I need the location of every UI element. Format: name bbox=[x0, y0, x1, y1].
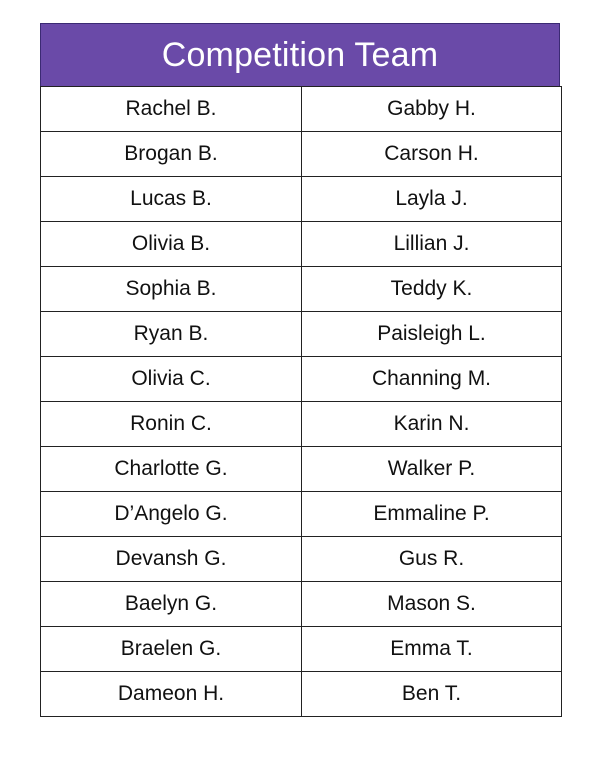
roster-name-right: Karin N. bbox=[302, 402, 562, 447]
table-row bbox=[41, 177, 562, 222]
table-row bbox=[41, 627, 562, 672]
table-row bbox=[41, 357, 562, 402]
roster-name-left: Olivia B. bbox=[41, 222, 302, 267]
page-title: Competition Team bbox=[161, 35, 439, 74]
roster-table-body bbox=[41, 87, 562, 717]
roster-table bbox=[40, 86, 562, 717]
roster-name-left: Lucas B. bbox=[41, 177, 302, 222]
roster-name-left: D’Angelo G. bbox=[41, 492, 302, 537]
roster-name-right: Paisleigh L. bbox=[302, 312, 562, 357]
table-row bbox=[41, 492, 562, 537]
roster-name-left: Sophia B. bbox=[41, 267, 302, 312]
roster-name-right: Mason S. bbox=[302, 582, 562, 627]
roster-name-left: Ryan B. bbox=[41, 312, 302, 357]
table-row bbox=[41, 267, 562, 312]
roster-name-left: Braelen G. bbox=[41, 627, 302, 672]
roster-name-right: Emmaline P. bbox=[302, 492, 562, 537]
table-row bbox=[41, 87, 562, 132]
roster-sheet bbox=[40, 23, 560, 717]
roster-name-left: Devansh G. bbox=[41, 537, 302, 582]
roster-name-right: Gus R. bbox=[302, 537, 562, 582]
table-row bbox=[41, 222, 562, 267]
roster-name-right: Walker P. bbox=[302, 447, 562, 492]
roster-name-left: Charlotte G. bbox=[41, 447, 302, 492]
roster-name-right: Layla J. bbox=[302, 177, 562, 222]
table-row bbox=[41, 447, 562, 492]
table-row bbox=[41, 312, 562, 357]
roster-name-left: Brogan B. bbox=[41, 132, 302, 177]
roster-name-left: Dameon H. bbox=[41, 672, 302, 717]
table-row bbox=[41, 672, 562, 717]
roster-name-right: Channing M. bbox=[302, 357, 562, 402]
roster-name-right: Emma T. bbox=[302, 627, 562, 672]
roster-name-left: Rachel B. bbox=[41, 87, 302, 132]
roster-name-left: Olivia C. bbox=[41, 357, 302, 402]
roster-name-right: Gabby H. bbox=[302, 87, 562, 132]
table-row bbox=[41, 537, 562, 582]
table-row bbox=[41, 402, 562, 447]
roster-name-left: Ronin C. bbox=[41, 402, 302, 447]
table-row bbox=[41, 132, 562, 177]
title-bar bbox=[40, 23, 560, 86]
roster-name-right: Ben T. bbox=[302, 672, 562, 717]
table-row bbox=[41, 582, 562, 627]
roster-name-right: Lillian J. bbox=[302, 222, 562, 267]
roster-name-right: Carson H. bbox=[302, 132, 562, 177]
roster-name-left: Baelyn G. bbox=[41, 582, 302, 627]
roster-name-right: Teddy K. bbox=[302, 267, 562, 312]
